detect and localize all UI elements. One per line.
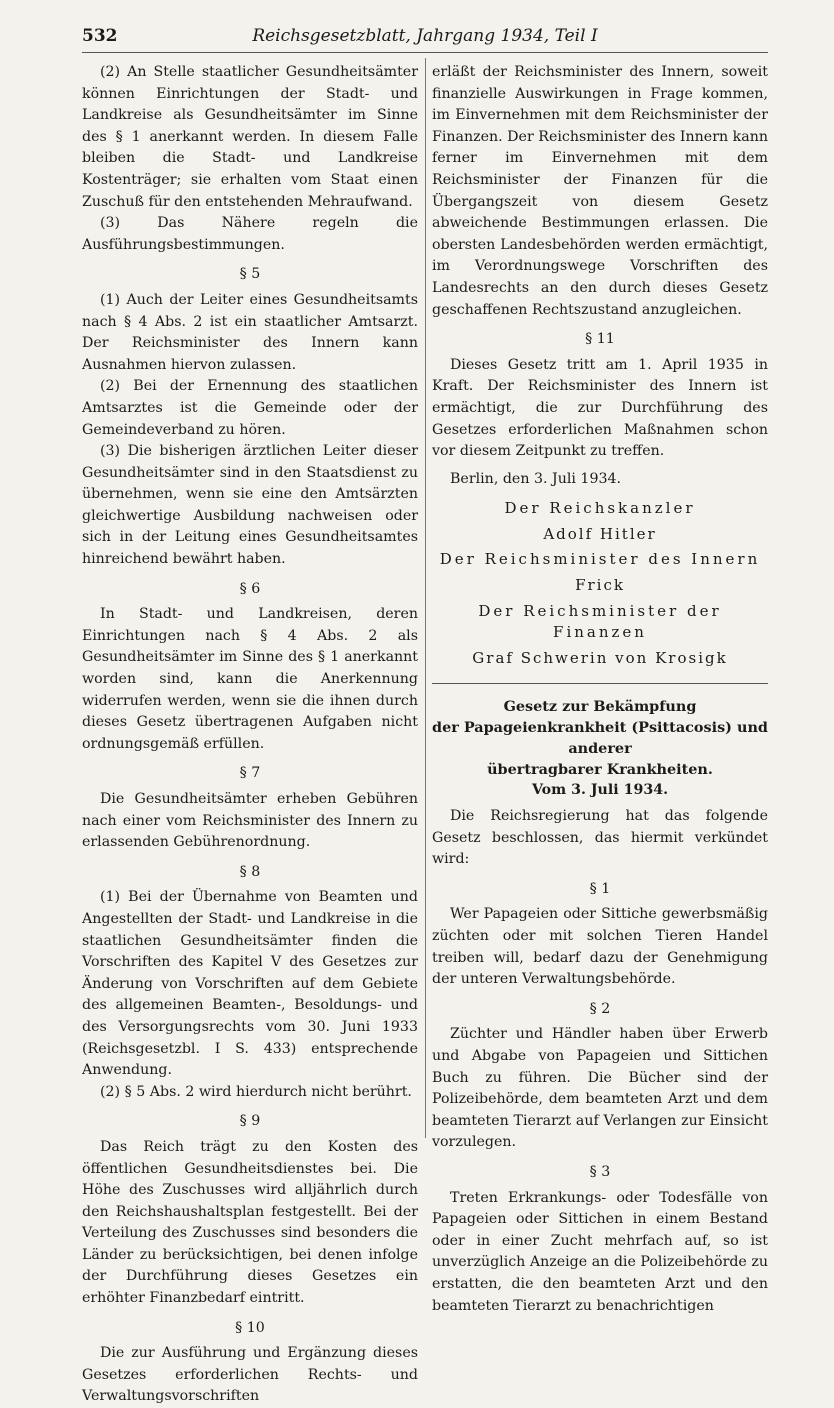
section-heading: § 10 [235,1319,265,1336]
paragraph: Züchter und Händler haben über Erwerb und Abgabe von Papageien und Sittichen Buch zu führen. Die Bücher sind der Polizeibehörde, dem beamteten Arzt und dem beamteten Tierarzt auf Verlangen zur Einsicht vorzulegen. [432,1026,768,1151]
section-rule [432,683,768,684]
section-heading: § 3 [589,1163,611,1180]
section-heading: § 6 [239,580,261,597]
paragraph: (2) An Stelle staatlicher Gesundheitsämter können Einrichtungen der Stadt- und Landkreise als Gesundheitsämter im Sinne des § 1 anerkannt werden. In diesem Falle bleiben die Stadt- und Landkreise Kostenträger; sie erhalten vom Staat einen Zuschuß für den entstehenden Mehraufwand. [82,64,418,210]
signatory-name: Adolf Hitler [543,524,657,543]
header-rule [82,52,768,53]
paragraph: erläßt der Reichsminister des Innern, soweit finanzielle Auswirkungen in Frage kommen, im Einvernehmen mit dem Reichsminister der Finanzen. Der Reichsminister des Innern kann ferner im Einvernehmen mit dem Reichsminister der Finanzen für die Übergangszeit von diesem Gesetz abweichende Bestimmungen erlassen. Die obersten Landesbehörden werden ermächtigt, im Verordnungswege Vorschriften des Landesrechts an den durch dieses Gesetz geschaffenen Rechtszustand anzugleichen. [432,64,768,318]
section-heading: § 1 [589,880,611,897]
section-heading: § 9 [239,1113,261,1130]
place-date: Berlin, den 3. Juli 1934. [450,470,622,487]
law-title-line: der Papageienkrankheit (Psittacosis) und anderer [432,719,768,758]
right-column [432,62,768,1317]
paragraph: (2) § 5 Abs. 2 wird hierdurch nicht berührt. [100,1083,412,1100]
signatory-name: Frick [575,576,625,595]
paragraph: (3) Das Nähere regeln die Ausführungsbestimmungen. [82,215,418,253]
section-heading: § 5 [239,266,261,283]
section-heading: § 11 [585,331,615,348]
paragraph: Das Reich trägt zu den Kosten des öffentlichen Gesundheitsdienstes bei. Die Höhe des Zuschusses wird alljährlich durch den Reichshaushaltsplan festgestellt. Bei der Verteilung des Zuschusses sind besonders die Länder zu berücksichtigen, bei denen infolge der Durchführung dieses Gesetzes ein erhöhter Finanzbedarf eintritt. [82,1138,418,1307]
law-title-line: übertragbarer Krankheiten. [487,761,713,779]
column-divider [425,58,426,1138]
signatory-title: Der Reichskanzler [504,499,696,518]
paragraph: Die zur Ausführung und Ergänzung dieses Gesetzes erforderlichen Rechts- und Verwaltungsvorschriften [82,1345,418,1405]
paragraph: Dieses Gesetz tritt am 1. April 1935 in Kraft. Der Reichsminister des Innern ist ermächtigt, die zur Durchführung des Gesetzes erforderlichen Maßnahmen schon vor diesem Zeitpunkt zu treffen. [432,356,768,460]
paragraph: (1) Auch der Leiter eines Gesundheitsamts nach § 4 Abs. 2 ist ein staatlicher Amtsarzt. Der Reichsminister des Innern kann Ausnahmen hiervon zulassen. [82,291,418,373]
page-number: 532 [82,26,118,46]
paragraph: (1) Bei der Übernahme von Beamten und Angestellten der Stadt- und Landkreise in die staatlichen Gesundheitsämter finden die Vorschriften des Kapitel V des Gesetzes zur Änderung von Vorschriften auf dem Gebiete des allgemeinen Beamten-, Besoldungs- und des Versorgungsrechts vom 30. Juni 1933 (Reichsgesetzbl. I S. 433) entsprechende Anwendung. [82,889,418,1079]
paragraph: In Stadt- und Landkreisen, deren Einrichtungen nach § 4 Abs. 2 als Gesundheitsämter im Sinne des § 1 anerkannt worden sind, kann die Anerkennung widerrufen werden, wenn sie die ihnen durch dieses Gesetz übertragenen Aufgaben nicht ordnungsgemäß erfüllen. [82,606,418,752]
paragraph: Die Reichsregierung hat das folgende Gesetz beschlossen, das hiermit verkündet wird: [432,808,768,868]
section-heading: § 2 [589,1000,611,1017]
paragraph: (2) Bei der Ernennung des staatlichen Amtsarztes ist die Gemeinde oder der Gemeindeverband zu hören. [82,378,418,438]
paragraph: Treten Erkrankungs- oder Todesfälle von Papageien oder Sittichen in einem Bestand oder in einer Zucht mehrfach auf, so ist unverzüglich Anzeige an die Polizeibehörde zu erstatten, die den beamteten Arzt und den beamteten Tierarzt zu benachrichtigen [432,1189,768,1314]
signatory-title: Der Reichsminister des Innern [439,550,761,569]
signatory-title: Der Reichsminister der Finanzen [478,601,722,642]
signatory-name: Graf Schwerin von Krosigk [472,648,728,667]
paragraph: Die Gesundheitsämter erheben Gebühren nach einer vom Reichsminister des Innern zu erlassenden Gebührenordnung. [82,791,418,851]
page-header [82,26,768,50]
section-heading: § 8 [239,863,261,880]
law-title-line: Gesetz zur Bekämpfung [503,698,697,716]
section-heading: § 7 [239,765,261,782]
left-column [82,62,418,1408]
journal-title: Reichsgesetzblatt, Jahrgang 1934, Teil I [252,26,598,46]
paragraph: (3) Die bisherigen ärztlichen Leiter dieser Gesundheitsämter sind in den Staatsdienst zu übernehmen, wenn sie eine den Amtsärzten gleichwertige Ausbildung nachweisen oder sich in der Leitung eines Gesundheitsamtes hinreichend bewährt haben. [82,443,418,568]
law-date: Vom 3. Juli 1934. [531,782,669,799]
paragraph: Wer Papageien oder Sittiche gewerbsmäßig züchten oder mit solchen Tieren Handel treiben will, bedarf dazu der Genehmigung der unteren Verwaltungsbehörde. [432,906,768,988]
